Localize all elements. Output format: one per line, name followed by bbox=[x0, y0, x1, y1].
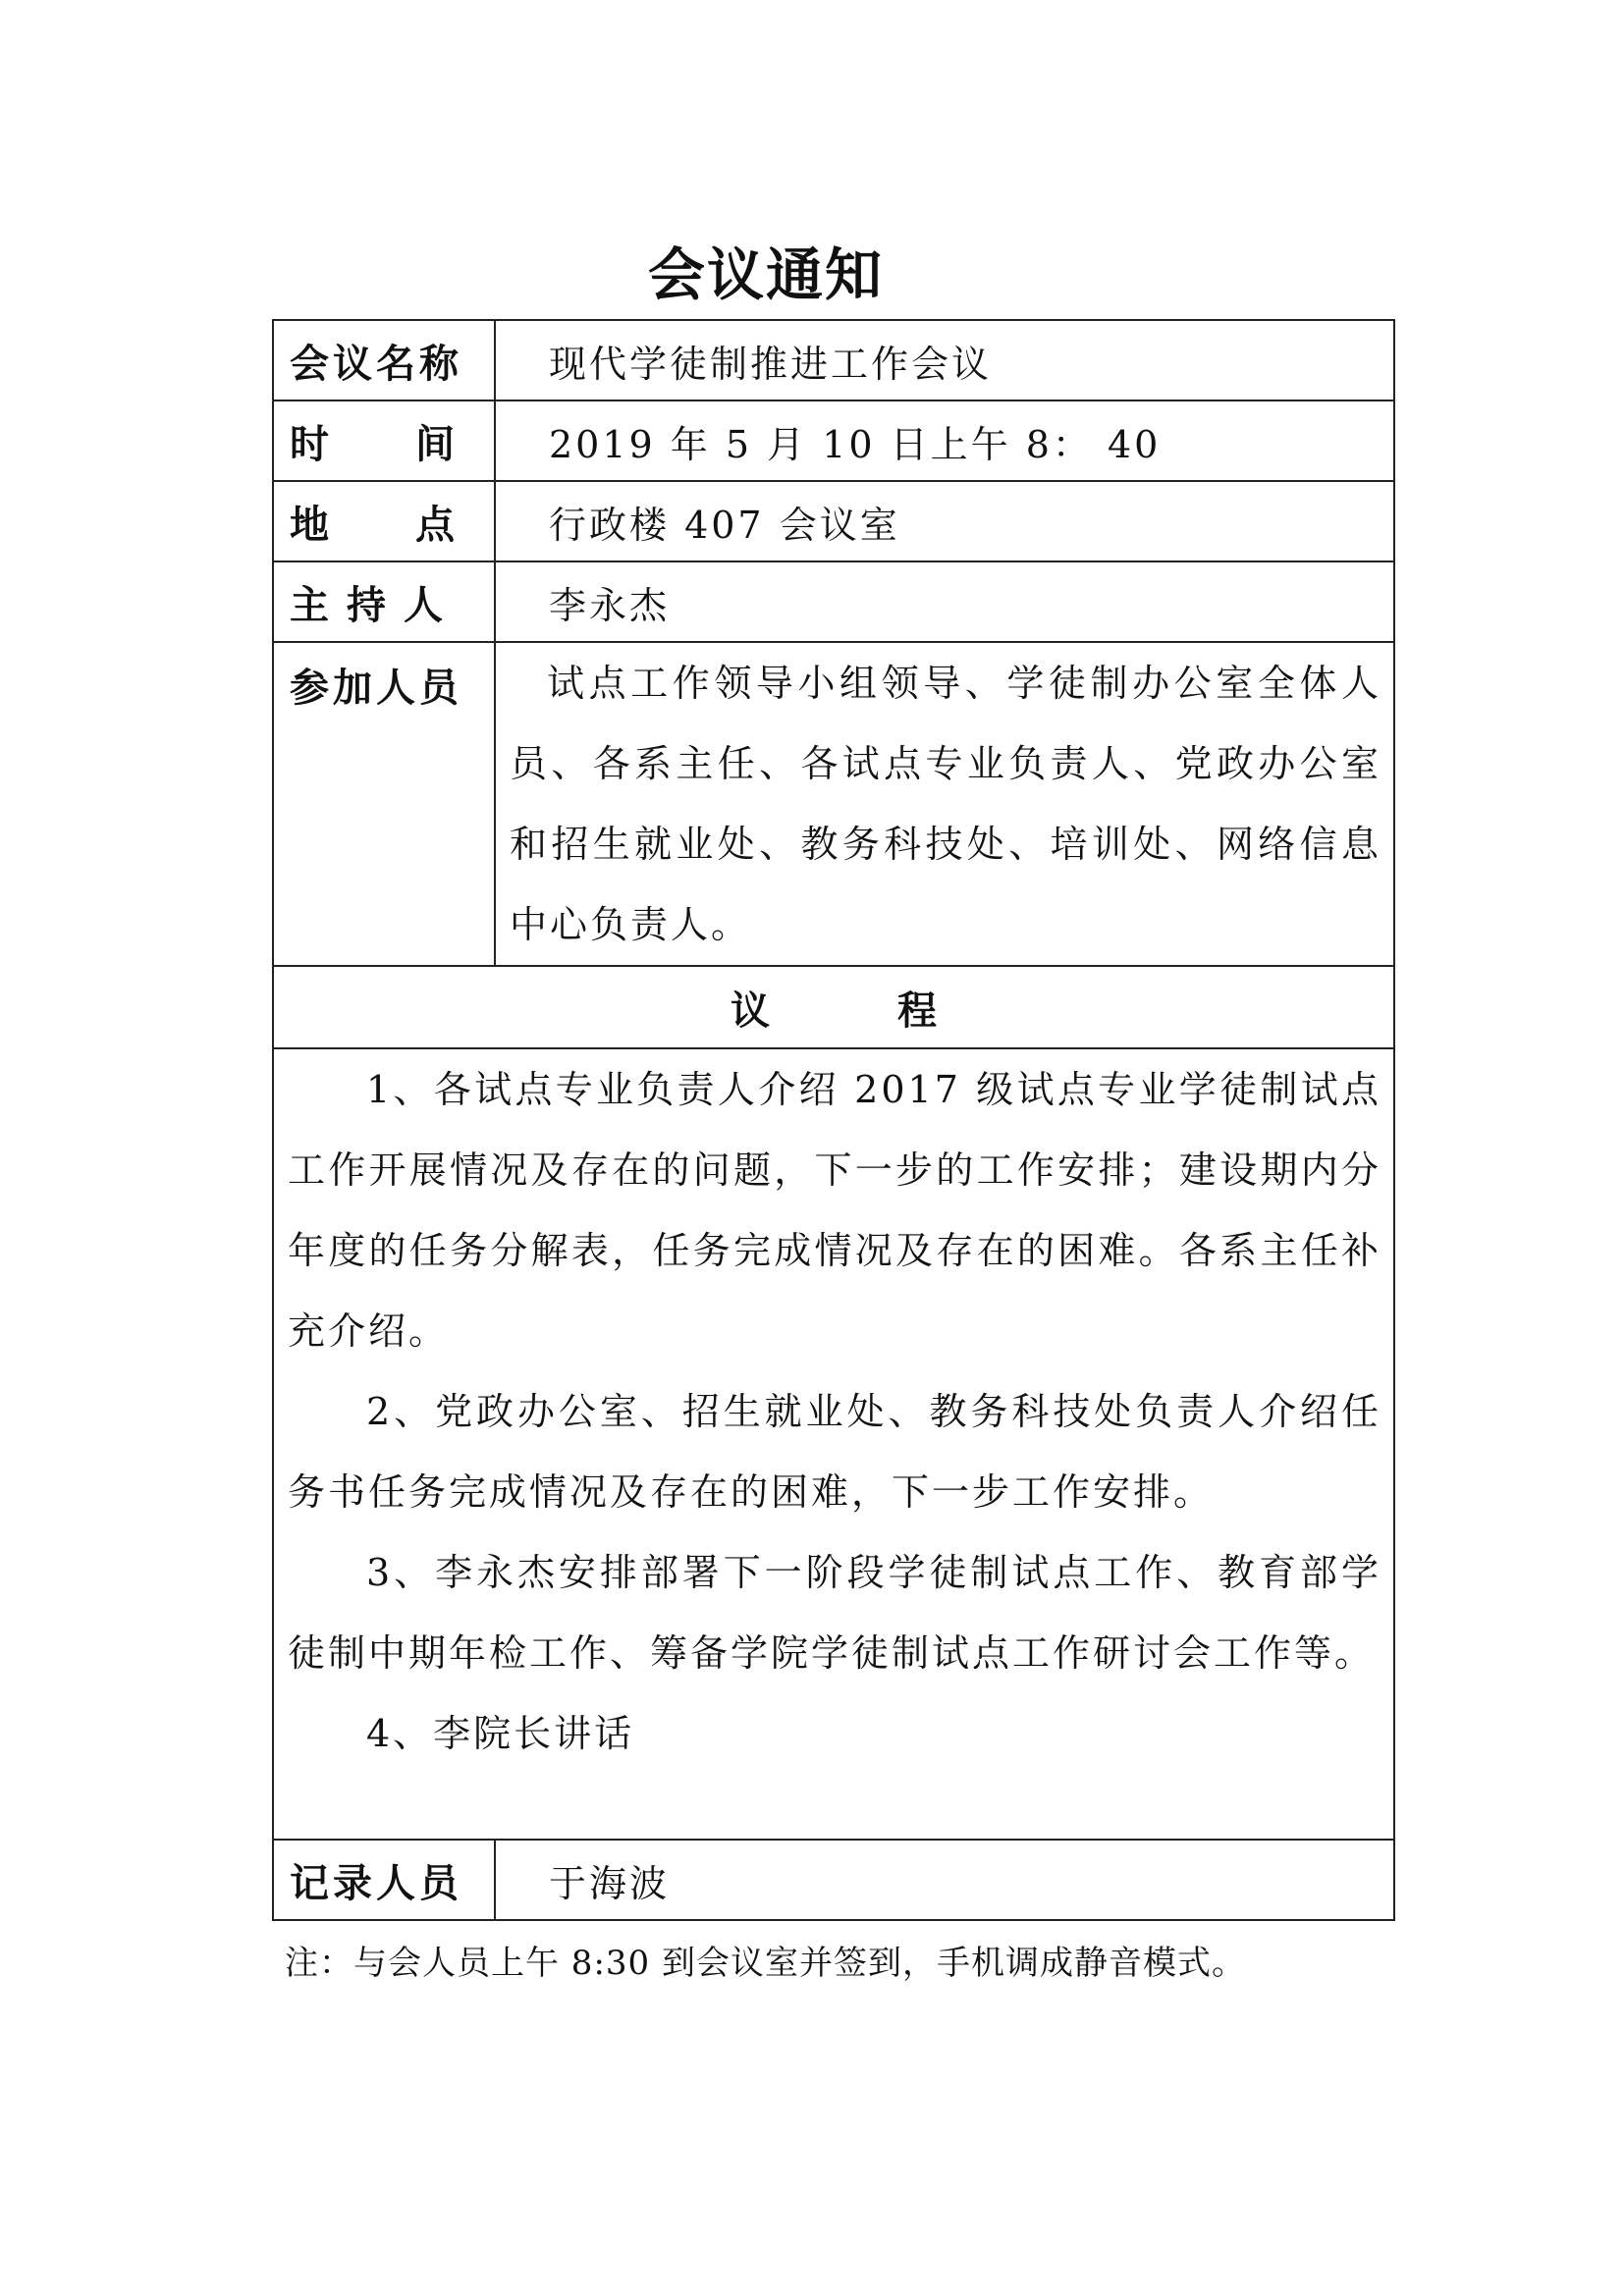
agenda-item: 2、党政办公室、招生就业处、教务科技处负责人介绍任务书任务完成情况及存在的困难，下一步工作安排。 bbox=[288, 1390, 1381, 1514]
meeting-place-label-char-2: 点 bbox=[415, 502, 459, 548]
meeting-time-label-char-1: 时 bbox=[290, 421, 333, 467]
agenda-body bbox=[273, 1048, 1394, 1840]
meeting-place-label-char-1: 地 bbox=[290, 502, 333, 548]
footnote: 注：与会人员上午 8:30 到会议室并签到，手机调成静音模式。 bbox=[285, 1944, 1246, 1983]
meeting-host-label bbox=[273, 561, 495, 642]
meeting-time-row bbox=[273, 400, 1394, 481]
page-title: 会议通知 bbox=[647, 241, 884, 308]
meeting-host-label-char-3: 人 bbox=[404, 582, 447, 628]
meeting-place-value: 行政楼 407 会议室 bbox=[495, 481, 1394, 561]
agenda-heading-char-2: 程 bbox=[897, 988, 937, 1034]
participants-cell bbox=[495, 642, 1394, 966]
meeting-time-value: 2019 年 5 月 10 日上午 8： 40 bbox=[495, 400, 1394, 481]
meeting-host-label-char-1: 主 bbox=[290, 582, 333, 628]
agenda-item: 3、李永杰安排部署下一阶段学徒制试点工作、教育部学徒制中期年检工作、筹备学院学徒制试点工作研讨会工作等。 bbox=[288, 1551, 1381, 1675]
meeting-host-value: 李永杰 bbox=[495, 561, 1394, 642]
meeting-host-row bbox=[273, 561, 1394, 642]
agenda-body-row bbox=[273, 1048, 1394, 1840]
recorder-label: 记录人员 bbox=[273, 1840, 495, 1920]
participants-label: 参加人员 bbox=[273, 642, 495, 966]
agenda-item: 1、各试点专业负责人介绍 2017 级试点专业学徒制试点工作开展情况及存在的问题，下一步的工作安排；建设期内分年度的任务分解表，任务完成情况及存在的困难。各系主任补充介绍。 bbox=[288, 1068, 1381, 1353]
agenda-item: 4、李院长讲话 bbox=[366, 1712, 635, 1755]
meeting-place-row bbox=[273, 481, 1394, 561]
meeting-host-label-char-2: 持 bbox=[347, 582, 390, 628]
recorder-value: 于海波 bbox=[495, 1840, 1394, 1920]
agenda-heading-row bbox=[273, 966, 1394, 1048]
meeting-name-label: 会议名称 bbox=[273, 320, 495, 400]
meeting-place-label bbox=[273, 481, 495, 561]
recorder-row bbox=[273, 1840, 1394, 1920]
meeting-notice-table bbox=[272, 319, 1395, 1921]
agenda-heading bbox=[273, 966, 1394, 1048]
agenda-heading-char-1: 议 bbox=[731, 988, 770, 1034]
meeting-time-label-char-2: 间 bbox=[415, 421, 459, 467]
meeting-name-row bbox=[273, 320, 1394, 400]
meeting-time-label bbox=[273, 400, 495, 481]
participants-row bbox=[273, 642, 1394, 966]
participants-value: 试点工作领导小组领导、学徒制办公室全体人员、各系主任、各试点专业负责人、党政办公室和招生就业处、教务科技处、培训处、网络信息中心负责人。 bbox=[510, 662, 1381, 946]
meeting-name-value: 现代学徒制推进工作会议 bbox=[495, 320, 1394, 400]
